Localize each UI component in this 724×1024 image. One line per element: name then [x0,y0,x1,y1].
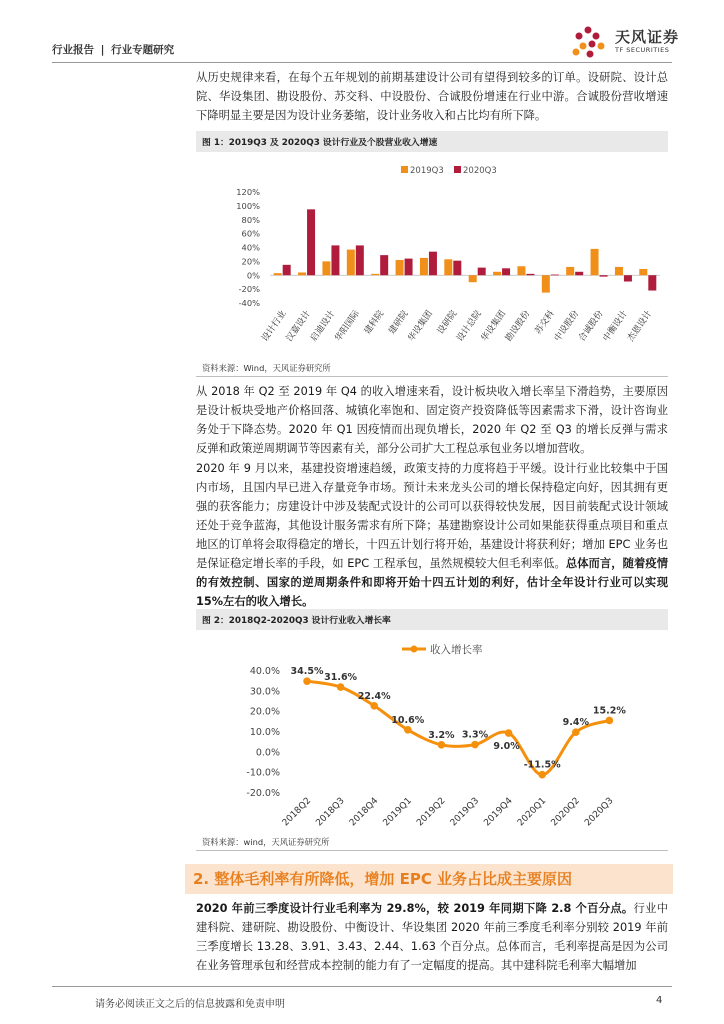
x-tick-label: 设计行业 [260,308,289,344]
y-tick-label: -40% [238,298,260,308]
y-tick-label: 40.0% [249,666,280,677]
paragraph-4-text: 行业中建科院、建研院、勘设股份、中衡设计、华设集团 2020 年前三季度毛利率分别较 2019 年前三季度增长 13.28、3.91、3.43、2.44、1.63 个百分点。总体而言，毛利率提高是因为公司在业务管理承包和经营成本控制的能力有了一定幅度的提高。其中建科院毛利率大幅增加 [196,902,668,972]
bar-2020q3 [356,245,364,275]
x-tick-label: 2020Q2 [549,796,582,829]
figure2-source: 资料来源：wind，天风证券研究所 [202,837,330,847]
y-tick-label: 30.0% [249,686,280,698]
bar-2020q3 [478,268,486,276]
paragraph-2: 从 2018 年 Q2 至 2019 年 Q4 的收入增速来看，设计板块收入增长率呈下滑趋势，主要原因是设计板块受地产价格回落、城镇化率饱和、固定资产投资降低等因素需求下滑，设计咨询业务处于下降态势。2020 年 Q1 因疫情而出现负增长，2020 年 Q2 至 Q3 的增长反弹与需求反弹和政策逆周期调节等因素有关，部分公司扩大工程总承包业务以增加营收。 [196,385,668,455]
figure1-x-labels [259,308,655,344]
figure2-chart [196,631,668,831]
x-tick-label: 中衡设计 [601,308,630,344]
paragraph-4 [196,899,668,975]
x-tick-label: 华阳国际 [333,308,362,344]
bar-2020q3 [526,274,534,275]
figure1-source: 资料来源：Wind，天风证券研究所 [202,363,331,373]
y-tick-label: -10.0% [246,767,280,779]
bar-2019q3 [322,261,330,275]
y-tick-label: -20% [238,284,260,295]
data-label: 15.2% [592,705,626,717]
bar-2019q3 [444,259,452,275]
x-tick-label: 建科院 [362,308,387,337]
data-label: -11.5% [523,759,561,771]
figure1-chart [196,155,668,360]
x-tick-label: 2018Q4 [347,796,381,829]
figure1-title: 图 1：2019Q3 及 2020Q3 设计行业及个股营业收入增速 [196,131,668,152]
figure1-bars [274,209,657,292]
x-tick-label: 勘设股份 [504,308,533,344]
legend-label: 收入增长率 [430,644,483,656]
bar-2019q3 [371,274,379,275]
bar-2020q3 [551,275,559,276]
bar-2020q3 [648,275,656,290]
figure2-bottom-rule [196,850,668,851]
bar-2019q3 [274,273,282,275]
x-tick-label: 2020Q3 [583,796,616,829]
legend-marker [411,646,418,653]
data-label: 31.6% [324,672,358,684]
y-tick-label: 100% [236,200,260,211]
x-tick-label: 建研院 [387,308,411,337]
report-header [52,42,174,57]
bar-2019q3 [347,250,355,276]
figure1-bottom-rule [196,376,668,377]
x-tick-label: 2018Q3 [314,796,347,829]
bar-2020q3 [283,265,291,275]
y-tick-label: 40% [241,242,260,253]
data-point [505,729,513,737]
legend-label-2019q3: 2019Q3 [410,166,444,176]
figure2-data-labels [291,666,627,771]
x-tick-label: 2019Q3 [448,796,482,829]
figure2-x-labels [281,796,616,829]
y-tick-label: 60% [241,228,260,239]
x-tick-label: 设计总院 [455,308,484,344]
x-tick-label: 中设股份 [552,308,582,344]
x-tick-label: 启迪设计 [309,308,338,344]
bar-2019q3 [639,269,647,275]
data-label: 9.0% [493,741,520,753]
bar-2020q3 [307,209,315,275]
y-tick-label: 80% [241,214,260,225]
y-tick-label: -20.0% [246,788,280,799]
logo-name: 天风证券 [615,28,680,46]
footer-divider-line [52,986,672,987]
paragraph-3-text: 2020 年 9 月以来，基建投资增速趋缓，政策支持的力度将趋于平缓。设计行业比较集中于国内市场，且国内早已进入存量竞争市场。预计未来龙头公司的增长保持稳定向好，因其拥有更强的获客能力；房建设计中涉及装配式设计的公司可以获得较快发展，因目前装配式设计领域还处于竞争蓝海，其他设计服务需求有所下降；基建勘察设计公司如果能获得重点项目和重点地区的订单将会取得稳定的增长，十四五计划行将开始，基建设计将获利好；增加 EPC 业务也是保证稳定增长率的手段，如 EPC 工程承包，虽然规模较大但毛利率低。 [196,462,668,570]
bar-2019q3 [493,272,501,275]
data-label: 3.2% [428,729,455,741]
data-label: 3.3% [461,729,489,741]
bar-2020q3 [575,272,583,275]
paragraph-3 [196,459,668,611]
x-tick-label: 苏交科 [533,308,557,337]
legend-swatch-2019q3 [401,166,408,173]
data-point [438,741,446,749]
data-label: 10.6% [391,714,425,726]
x-tick-label: 2019Q1 [381,796,414,829]
data-label: 9.4% [562,717,589,729]
figure2-title: 图 2：2018Q2-2020Q3 设计行业收入增长率 [196,609,668,630]
bar-2019q3 [517,266,525,275]
data-point [370,702,378,710]
paragraph-4-lead: 2020 年前三季度设计行业毛利率为 29.8%，较 2019 年同期下降 2.8 个百分点。 [196,902,634,915]
figure2-y-axis [246,666,280,799]
page-number: 4 [656,995,663,1006]
data-point [337,683,345,691]
x-tick-label: 华设集团 [479,308,509,344]
bar-2020q3 [453,261,461,276]
x-tick-label: 汉嘉设计 [284,308,314,344]
data-point [538,771,546,779]
bar-2019q3 [396,260,404,275]
figure1-y-axis [236,187,660,308]
y-tick-label: 0% [246,270,260,281]
y-tick-label: 10.0% [249,727,280,738]
y-tick-label: 20% [241,256,260,267]
bar-2020q3 [502,268,510,275]
bar-2020q3 [429,252,437,276]
bar-2019q3 [591,249,599,275]
bar-2019q3 [542,275,550,292]
x-tick-label: 2018Q2 [280,796,314,829]
data-label: 34.5% [290,666,324,678]
legend-swatch-2020q3 [454,166,461,173]
y-tick-label: 120% [236,187,260,197]
bar-2019q3 [566,267,574,275]
y-tick-label: 0.0% [255,747,280,759]
bar-2020q3 [380,255,388,275]
footer-disclaimer: 请务必阅读正文之后的信息披露和免责申明 [95,999,285,1010]
paragraph-3-conclusion: 总体而言，随着疫情的有效控制、国家的逆周期条件和即将开始十四五计划的利好，估计全年设计行业可以实现 15%左右的收入增长。 [196,557,668,608]
bar-2020q3 [331,245,339,275]
header-category: 行业报告 [52,44,94,56]
section-heading: 2. 整体毛利率有所降低，增加 EPC 业务占比成主要原因 [193,870,573,888]
bar-2019q3 [615,267,623,275]
x-tick-label: 杰恩设计 [625,308,655,344]
x-tick-label: 2019Q2 [415,796,448,829]
bar-2020q3 [600,275,608,276]
x-tick-label: 2020Q1 [515,796,549,829]
bar-2020q3 [405,259,413,276]
bar-2019q3 [420,258,428,275]
data-point [303,677,311,685]
bar-2019q3 [298,272,306,275]
data-point [404,726,412,734]
x-tick-label: 华设集团 [406,308,435,344]
y-tick-label: 20.0% [249,706,280,718]
figure2-legend [402,643,483,656]
data-point [471,741,479,749]
data-label: 22.4% [357,690,391,702]
header-subcategory: 行业专题研究 [111,44,175,56]
header-divider-line [52,62,672,63]
bar-2019q3 [469,275,477,282]
figure1-legend [401,166,497,176]
data-point [606,717,614,725]
paragraph-1: 从历史规律来看，在每个五年规划的前期基建设计公司有望得到较多的订单。设研院、设计总院、华设集团、勘设股份、苏交科、中设股份、合诚股份增速在行业中游。合诚股份营收增速下降明显主要是因为设计业务萎缩，设计业务收入和占比均有所下降。 [196,71,668,122]
x-tick-label: 设研院 [435,308,460,337]
bar-2020q3 [624,275,632,281]
x-tick-label: 合诚股份 [577,308,606,344]
header-divider: | [100,44,105,56]
data-point [572,728,580,736]
legend-label-2020q3: 2020Q3 [463,166,497,176]
logo-subtitle: TF SECURITIES [615,46,670,54]
x-tick-label: 2019Q4 [482,796,515,829]
